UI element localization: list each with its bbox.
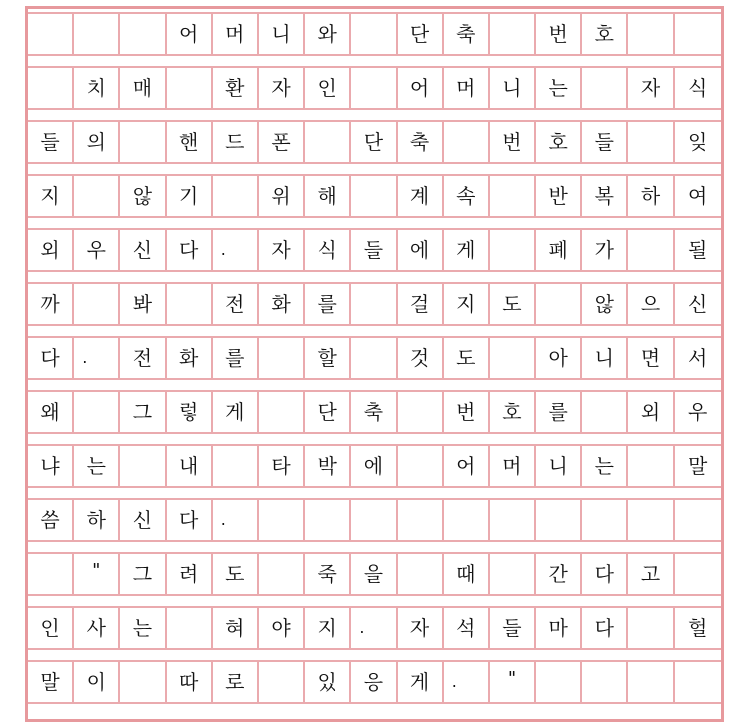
manuscript-row [28, 174, 721, 218]
manuscript-row [28, 336, 721, 380]
manuscript-cell: 해 [305, 176, 351, 216]
manuscript-cell: 들 [582, 122, 628, 162]
manuscript-cell: 아 [536, 338, 582, 378]
manuscript-row [28, 444, 721, 488]
manuscript-cell: 폐 [536, 230, 582, 270]
manuscript-cell: 속 [444, 176, 490, 216]
manuscript-cell: 말 [688, 454, 708, 478]
manuscript-cell: 다 [167, 230, 213, 270]
manuscript-cell: 호 [536, 122, 582, 162]
manuscript-cell [28, 68, 74, 108]
manuscript-cell [351, 14, 397, 54]
manuscript-cell [74, 284, 120, 324]
manuscript-cell: 박 [305, 446, 351, 486]
manuscript-cell: 를 [536, 392, 582, 432]
manuscript-cell: 까 [28, 284, 74, 324]
manuscript-cell: 와 [305, 14, 351, 54]
manuscript-cell [628, 230, 674, 270]
manuscript-cell: 머 [490, 446, 536, 486]
manuscript-cell: 하 [74, 500, 120, 540]
manuscript-cell: 도 [213, 554, 259, 594]
manuscript-cell: 들 [28, 122, 74, 162]
manuscript-cell: 않 [582, 284, 628, 324]
manuscript-cell [582, 500, 628, 540]
manuscript-cell: 화 [167, 338, 213, 378]
manuscript-cell: 를 [213, 338, 259, 378]
manuscript-cell: 간 [536, 554, 582, 594]
manuscript-cell: 않 [120, 176, 166, 216]
manuscript-cell: 인 [305, 68, 351, 108]
manuscript-cell: 기 [167, 176, 213, 216]
manuscript-cell: 폰 [259, 122, 305, 162]
manuscript-cell: . [74, 338, 120, 378]
manuscript-cell: 죽 [305, 554, 351, 594]
manuscript-cell: 니 [259, 14, 305, 54]
manuscript-cell [398, 500, 444, 540]
manuscript-row [28, 390, 721, 434]
manuscript-cell: 니 [536, 446, 582, 486]
manuscript-cell [490, 14, 536, 54]
manuscript-cell: 어 [444, 446, 490, 486]
manuscript-cell: 화 [259, 284, 305, 324]
manuscript-cell [259, 554, 305, 594]
manuscript-cell: 렇 [167, 392, 213, 432]
manuscript-cell: 내 [167, 446, 213, 486]
manuscript-cell [628, 14, 674, 54]
manuscript-cell [167, 284, 213, 324]
manuscript-cell [74, 14, 120, 54]
manuscript-cell [74, 392, 120, 432]
manuscript-cell [398, 446, 444, 486]
manuscript-cell [628, 122, 674, 162]
manuscript-cell: 헐 [688, 616, 708, 640]
manuscript-row [28, 66, 721, 110]
manuscript-cell [259, 338, 305, 378]
manuscript-cell [628, 662, 674, 702]
manuscript-cell [28, 554, 74, 594]
manuscript-cell [213, 446, 259, 486]
manuscript-cell: 지 [444, 284, 490, 324]
manuscript-cell [259, 500, 305, 540]
manuscript-cell: 외 [628, 392, 674, 432]
manuscript-cell: 이 [74, 662, 120, 702]
manuscript-cell: 머 [213, 14, 259, 54]
manuscript-cell: 전 [120, 338, 166, 378]
manuscript-cell: 우 [688, 400, 708, 424]
manuscript-cell [120, 122, 166, 162]
manuscript-cell: 게 [444, 230, 490, 270]
manuscript-cell [490, 176, 536, 216]
manuscript-cell [582, 662, 628, 702]
manuscript-cell: 번 [536, 14, 582, 54]
manuscript-cell: 축 [398, 122, 444, 162]
manuscript-cell [444, 500, 490, 540]
manuscript-cell [259, 392, 305, 432]
manuscript-cell: 우 [74, 230, 120, 270]
manuscript-cell: 단 [351, 122, 397, 162]
manuscript-row [28, 606, 721, 650]
manuscript-cell: 자 [398, 608, 444, 648]
manuscript-cell: 축 [351, 392, 397, 432]
manuscript-cell [490, 230, 536, 270]
manuscript-row [28, 282, 721, 326]
manuscript-cell: 지 [28, 176, 74, 216]
manuscript-cell: 그 [120, 392, 166, 432]
manuscript-cell: 어 [398, 68, 444, 108]
manuscript-cell: 될 [688, 238, 708, 262]
manuscript-cell: 자 [628, 68, 674, 108]
manuscript-cell: 번 [444, 392, 490, 432]
manuscript-cell: 게 [213, 392, 259, 432]
manuscript-cell: 인 [28, 608, 74, 648]
manuscript-sheet [25, 6, 724, 722]
manuscript-cell: 하 [628, 176, 674, 216]
manuscript-cell [305, 500, 351, 540]
manuscript-cell [120, 446, 166, 486]
manuscript-cell: 복 [582, 176, 628, 216]
manuscript-cell [398, 554, 444, 594]
manuscript-cell: 석 [444, 608, 490, 648]
manuscript-cell [675, 500, 721, 540]
manuscript-cell: 게 [398, 662, 444, 702]
manuscript-cell: 마 [536, 608, 582, 648]
manuscript-cell: 는 [74, 446, 120, 486]
manuscript-cell: " [74, 554, 120, 594]
manuscript-cell: 가 [582, 230, 628, 270]
manuscript-cell [120, 14, 166, 54]
manuscript-cell: 따 [167, 662, 213, 702]
manuscript-cell: 위 [259, 176, 305, 216]
manuscript-cell: 도 [444, 338, 490, 378]
manuscript-cell: 있 [305, 662, 351, 702]
manuscript-row [28, 552, 721, 596]
manuscript-cell: 니 [582, 338, 628, 378]
manuscript-cell: 잊 [688, 130, 708, 154]
manuscript-cell [628, 608, 674, 648]
manuscript-cell: 단 [398, 14, 444, 54]
manuscript-cell: 번 [490, 122, 536, 162]
manuscript-cell: 는 [120, 608, 166, 648]
manuscript-cell: . [444, 662, 490, 702]
manuscript-cell: 계 [398, 176, 444, 216]
manuscript-cell [351, 500, 397, 540]
manuscript-cell: 자 [259, 230, 305, 270]
manuscript-cell: . [213, 500, 259, 540]
manuscript-row [28, 498, 721, 542]
manuscript-cell: 다 [167, 500, 213, 540]
manuscript-cell: 단 [305, 392, 351, 432]
manuscript-cell [74, 176, 120, 216]
manuscript-cell: 지 [305, 608, 351, 648]
manuscript-cell: 호 [490, 392, 536, 432]
manuscript-cell: 씀 [28, 500, 74, 540]
manuscript-row [28, 120, 721, 164]
manuscript-cell [259, 662, 305, 702]
manuscript-cell: 를 [305, 284, 351, 324]
manuscript-cell: 사 [74, 608, 120, 648]
manuscript-cell: 야 [259, 608, 305, 648]
manuscript-cell: 려 [167, 554, 213, 594]
manuscript-cell [490, 554, 536, 594]
manuscript-cell [213, 176, 259, 216]
manuscript-cell: 매 [120, 68, 166, 108]
manuscript-cell: 도 [490, 284, 536, 324]
manuscript-cell: 말 [28, 662, 74, 702]
manuscript-row [28, 12, 721, 56]
manuscript-cell: 할 [305, 338, 351, 378]
manuscript-cell [582, 68, 628, 108]
manuscript-cell: 신 [688, 292, 708, 316]
manuscript-cell: 다 [582, 608, 628, 648]
manuscript-cell [536, 284, 582, 324]
manuscript-cell: 에 [351, 446, 397, 486]
manuscript-cell [398, 392, 444, 432]
manuscript-cell: 들 [490, 608, 536, 648]
manuscript-cell: 어 [167, 14, 213, 54]
manuscript-cell [490, 500, 536, 540]
manuscript-cell: 머 [444, 68, 490, 108]
manuscript-cell [536, 500, 582, 540]
manuscript-cell: 로 [213, 662, 259, 702]
manuscript-cell: . [213, 230, 259, 270]
manuscript-cell: 때 [444, 554, 490, 594]
manuscript-cell: 외 [28, 230, 74, 270]
manuscript-cell: 신 [120, 230, 166, 270]
manuscript-cell: 축 [444, 14, 490, 54]
manuscript-cell: 그 [120, 554, 166, 594]
manuscript-cell: 드 [213, 122, 259, 162]
manuscript-cell: 핸 [167, 122, 213, 162]
manuscript-cell [675, 14, 721, 54]
manuscript-cell [351, 338, 397, 378]
manuscript-row [28, 228, 721, 272]
manuscript-cell: 에 [398, 230, 444, 270]
manuscript-cell: 치 [74, 68, 120, 108]
manuscript-cell: 봐 [120, 284, 166, 324]
manuscript-cell: 다 [582, 554, 628, 594]
manuscript-cell [582, 392, 628, 432]
manuscript-cell [351, 284, 397, 324]
manuscript-cell [675, 554, 721, 594]
manuscript-cell: 자 [259, 68, 305, 108]
manuscript-cell: . [351, 608, 397, 648]
manuscript-cell: 혀 [213, 608, 259, 648]
manuscript-cell: 의 [74, 122, 120, 162]
manuscript-cell: 고 [628, 554, 674, 594]
manuscript-cell: 서 [688, 346, 708, 370]
manuscript-cell: 여 [688, 184, 708, 208]
manuscript-cell [444, 122, 490, 162]
manuscript-cell: 을 [351, 554, 397, 594]
manuscript-cell: 것 [398, 338, 444, 378]
manuscript-cell [490, 338, 536, 378]
manuscript-cell [28, 14, 74, 54]
manuscript-cell: 냐 [28, 446, 74, 486]
manuscript-cell: 걸 [398, 284, 444, 324]
manuscript-cell: 신 [120, 500, 166, 540]
manuscript-cell [167, 68, 213, 108]
manuscript-cell: 는 [582, 446, 628, 486]
manuscript-cell [351, 68, 397, 108]
manuscript-cell [536, 662, 582, 702]
manuscript-cell [167, 608, 213, 648]
manuscript-cell: " [490, 662, 536, 702]
manuscript-row [28, 660, 721, 704]
manuscript-cell: 반 [536, 176, 582, 216]
manuscript-cell [675, 662, 721, 702]
manuscript-cell: 호 [582, 14, 628, 54]
manuscript-cell: 타 [259, 446, 305, 486]
manuscript-cell [120, 662, 166, 702]
manuscript-cell: 식 [688, 76, 708, 100]
manuscript-cell: 으 [628, 284, 674, 324]
manuscript-cell [628, 500, 674, 540]
manuscript-cell: 응 [351, 662, 397, 702]
manuscript-cell [351, 176, 397, 216]
manuscript-cell: 식 [305, 230, 351, 270]
manuscript-cell: 환 [213, 68, 259, 108]
manuscript-cell: 는 [536, 68, 582, 108]
manuscript-cell [628, 446, 674, 486]
manuscript-cell [305, 122, 351, 162]
manuscript-cell: 면 [628, 338, 674, 378]
manuscript-cell: 들 [351, 230, 397, 270]
manuscript-cell: 왜 [28, 392, 74, 432]
manuscript-cell: 니 [490, 68, 536, 108]
manuscript-cell: 전 [213, 284, 259, 324]
manuscript-cell: 다 [28, 338, 74, 378]
